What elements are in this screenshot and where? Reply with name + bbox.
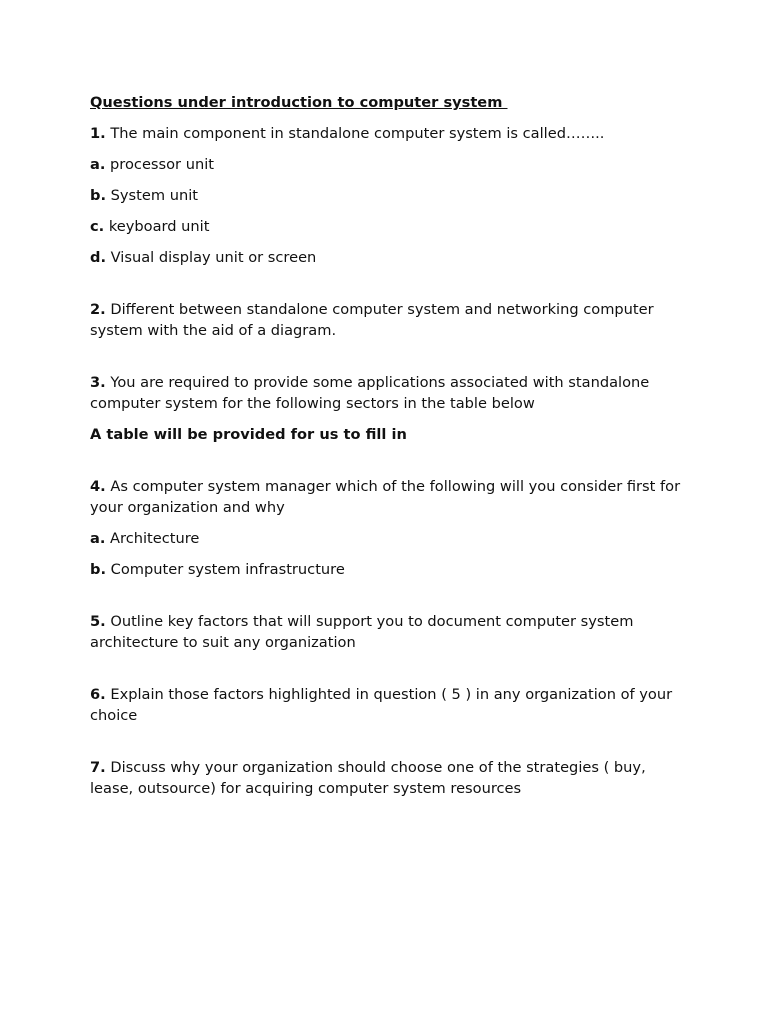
option-letter: c. [90,218,105,235]
question-2 [90,299,690,341]
question-text: You are required to provide some applications associated with standalone computer system for the following sectors in the table below [90,374,650,412]
question-text: Different between standalone computer system and networking computer system with the aid of a diagram. [90,301,654,339]
question-text: As computer system manager which of the following will you consider first for your organization and why [90,478,681,516]
question-1 [90,123,690,144]
spacer [90,736,690,757]
option-text: processor unit [110,156,214,173]
option-letter: b. [90,561,106,578]
q1-option-c [90,216,690,237]
spacer [90,278,690,299]
question-number: 5. [90,613,106,630]
question-number: 2. [90,301,106,318]
option-text: Computer system infrastructure [110,561,345,578]
question-number: 1. [90,125,106,142]
q4-option-b [90,559,690,580]
question-text: Explain those factors highlighted in question ( 5 ) in any organization of your choice [90,686,673,724]
document-page [90,92,690,809]
q4-option-a [90,528,690,549]
option-letter: b. [90,187,106,204]
question-number: 6. [90,686,106,703]
question-text: Discuss why your organization should choose one of the strategies ( buy, lease, outsource) for acquiring computer system resources [90,759,646,797]
question-6 [90,684,690,726]
q1-option-a [90,154,690,175]
question-number: 3. [90,374,106,391]
option-text: Architecture [110,530,200,547]
question-text: Outline key factors that will support you to document computer system architecture to suit any organization [90,613,634,651]
q1-option-d [90,247,690,268]
option-text: keyboard unit [108,218,210,235]
document-title: Questions under introduction to computer system [90,94,508,111]
spacer [90,663,690,684]
option-text: System unit [110,187,198,204]
option-letter: a. [90,156,106,173]
question-5 [90,611,690,653]
spacer [90,590,690,611]
question-number: 4. [90,478,106,495]
question-7 [90,757,690,799]
table-note: A table will be provided for us to fill in [90,426,407,443]
question-number: 7. [90,759,106,776]
question-text: The main component in standalone computer system is called…….. [110,125,605,142]
q1-option-b [90,185,690,206]
spacer [90,455,690,476]
spacer [90,351,690,372]
option-letter: d. [90,249,106,266]
question-4 [90,476,690,518]
question-3 [90,372,690,414]
option-letter: a. [90,530,106,547]
option-text: Visual display unit or screen [110,249,317,266]
